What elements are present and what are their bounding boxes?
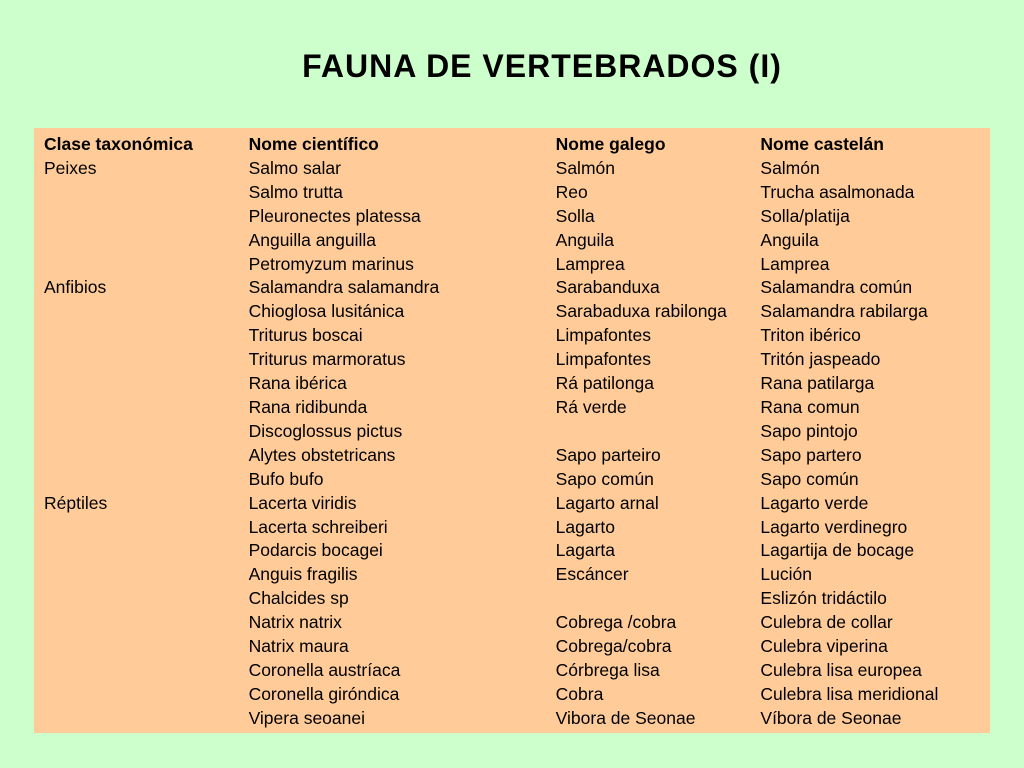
table-row (44, 253, 990, 277)
cell-nome-galego: Salmón (555, 157, 615, 178)
cell-nome-castelan: Víbora de Seonae (760, 707, 902, 728)
cell-nome-castelan: Rana patilarga (760, 373, 875, 394)
table-row (44, 611, 990, 635)
cell-nome-galego: Reo (555, 181, 588, 202)
cell-nome-galego: Rá patilonga (555, 373, 654, 394)
table-row (44, 372, 990, 396)
table-row (44, 492, 990, 516)
cell-nome-castelan: Salamandra común (760, 277, 913, 298)
cell-nome-cientifico: Salamandra salamandra (248, 277, 440, 298)
cell-nome-castelan: Salamandra rabilarga (760, 301, 928, 322)
cell-nome-castelan: Lamprea (760, 253, 830, 274)
cell-nome-galego: Sapo parteiro (555, 444, 661, 465)
cell-clase: Réptiles (44, 492, 108, 513)
fauna-table (44, 133, 990, 731)
cell-nome-galego (556, 587, 761, 611)
cell-nome-galego: Sarabanduxa (555, 277, 660, 298)
header-nome-cientifico: Nome científico (248, 134, 379, 154)
cell-nome-castelan: Sapo común (760, 468, 859, 489)
cell-nome-cientifico: Anguis fragilis (248, 564, 358, 585)
cell-nome-cientifico: Chioglosa lusitánica (248, 301, 405, 322)
table-row (44, 563, 990, 587)
cell-clase (44, 659, 249, 683)
cell-nome-galego: Solla (555, 205, 595, 226)
header-clase-taxonomica: Clase taxonómica (44, 134, 193, 154)
cell-clase (44, 444, 249, 468)
cell-nome-castelan: Eslizón tridáctilo (760, 588, 887, 609)
cell-nome-castelan: Lución (760, 564, 812, 585)
cell-nome-castelan: Culebra lisa europea (760, 659, 922, 680)
table-row (44, 157, 990, 181)
cell-nome-cientifico: Salmo trutta (248, 181, 343, 202)
cell-nome-cientifico: Pleuronectes platessa (248, 205, 421, 226)
cell-nome-galego: Sarabaduxa rabilonga (555, 301, 727, 322)
cell-clase (44, 229, 249, 253)
cell-nome-cientifico: Bufo bufo (248, 468, 324, 489)
cell-clase (44, 205, 249, 229)
cell-clase (44, 181, 249, 205)
cell-nome-galego: Lagarto (555, 516, 616, 537)
cell-clase (44, 468, 249, 492)
cell-nome-galego: Lagarta (555, 540, 616, 561)
cell-nome-galego: Córbrega lisa (555, 659, 660, 680)
table-row (44, 420, 990, 444)
cell-nome-castelan: Triton ibérico (760, 325, 861, 346)
cell-clase (44, 539, 249, 563)
cell-clase (44, 372, 249, 396)
cell-nome-castelan: Sapo pintojo (760, 420, 858, 441)
cell-nome-cientifico: Coronella giróndica (248, 683, 400, 704)
cell-nome-galego: Cobra (555, 683, 604, 704)
cell-nome-galego: Lagarto arnal (555, 492, 659, 513)
cell-nome-castelan: Lagarto verdinegro (760, 516, 908, 537)
cell-clase (44, 300, 249, 324)
cell-clase (44, 396, 249, 420)
cell-clase (44, 707, 249, 731)
cell-nome-cientifico: Alytes obstetricans (248, 444, 396, 465)
table-row (44, 587, 990, 611)
table-row (44, 516, 990, 540)
cell-nome-cientifico: Triturus boscai (248, 325, 363, 346)
cell-nome-castelan: Salmón (760, 157, 820, 178)
table-row (44, 229, 990, 253)
cell-nome-galego: Vibora de Seonae (555, 707, 696, 728)
table-row (44, 659, 990, 683)
cell-nome-cientifico: Chalcides sp (248, 588, 349, 609)
cell-nome-cientifico: Anguilla anguilla (248, 229, 377, 250)
table-row (44, 205, 990, 229)
header-nome-galego: Nome galego (555, 134, 666, 154)
table-row (44, 683, 990, 707)
table-row (44, 444, 990, 468)
cell-nome-castelan: Tritón jaspeado (760, 349, 881, 370)
cell-nome-castelan: Anguila (760, 229, 819, 250)
fauna-table-panel (34, 128, 990, 733)
cell-nome-cientifico: Natrix natrix (248, 612, 342, 633)
cell-nome-castelan: Lagarto verde (760, 492, 869, 513)
cell-nome-cientifico: Discoglossus pictus (248, 420, 403, 441)
cell-nome-castelan: Trucha asalmonada (760, 181, 915, 202)
table-row (44, 396, 990, 420)
cell-nome-castelan: Culebra lisa meridional (760, 683, 939, 704)
cell-nome-castelan: Solla/platija (760, 205, 850, 226)
table-row (44, 539, 990, 563)
cell-clase (44, 587, 249, 611)
cell-nome-galego (556, 420, 761, 444)
cell-nome-galego: Cobrega/cobra (555, 636, 672, 657)
cell-nome-cientifico: Podarcis bocagei (248, 540, 383, 561)
cell-nome-galego: Rá verde (555, 396, 627, 417)
cell-nome-galego: Limpafontes (555, 325, 651, 346)
cell-nome-cientifico: Lacerta schreiberi (248, 516, 388, 537)
table-row (44, 181, 990, 205)
cell-nome-cientifico: Vipera seoanei (248, 707, 365, 728)
cell-nome-cientifico: Lacerta viridis (248, 492, 357, 513)
table-row (44, 468, 990, 492)
cell-nome-cientifico: Petromyzum marinus (248, 253, 414, 274)
table-row (44, 276, 990, 300)
cell-nome-cientifico: Rana ibérica (248, 373, 347, 394)
cell-clase (44, 635, 249, 659)
table-row (44, 635, 990, 659)
page-title: FAUNA DE VERTEBRADOS (I) (302, 48, 782, 84)
cell-clase (44, 563, 249, 587)
cell-clase (44, 420, 249, 444)
table-header-row (44, 133, 990, 157)
cell-nome-cientifico: Rana ridibunda (248, 396, 368, 417)
cell-nome-cientifico: Natrix maura (248, 636, 349, 657)
header-nome-castelan: Nome castelán (760, 134, 884, 154)
cell-nome-cientifico: Coronella austríaca (248, 659, 401, 680)
cell-clase (44, 253, 249, 277)
cell-nome-galego: Cobrega /cobra (555, 612, 677, 633)
cell-nome-galego: Limpafontes (555, 349, 651, 370)
cell-nome-galego: Lamprea (555, 253, 625, 274)
cell-clase (44, 516, 249, 540)
cell-nome-cientifico: Salmo salar (248, 157, 341, 178)
table-row (44, 707, 990, 731)
cell-nome-castelan: Sapo partero (760, 444, 862, 465)
cell-clase: Peixes (44, 157, 97, 178)
cell-nome-castelan: Culebra de collar (760, 612, 893, 633)
cell-clase: Anfibios (44, 277, 107, 298)
table-body (44, 157, 990, 731)
cell-nome-castelan: Lagartija de bocage (760, 540, 915, 561)
cell-nome-castelan: Culebra viperina (760, 636, 888, 657)
table-row (44, 300, 990, 324)
cell-nome-castelan: Rana comun (760, 396, 860, 417)
table-row (44, 324, 990, 348)
cell-clase (44, 683, 249, 707)
cell-clase (44, 611, 249, 635)
cell-clase (44, 324, 249, 348)
cell-nome-galego: Anguila (555, 229, 615, 250)
cell-nome-cientifico: Triturus marmoratus (248, 349, 406, 370)
table-row (44, 348, 990, 372)
cell-nome-galego: Escáncer (555, 564, 629, 585)
cell-nome-galego: Sapo común (555, 468, 654, 489)
cell-clase (44, 348, 249, 372)
